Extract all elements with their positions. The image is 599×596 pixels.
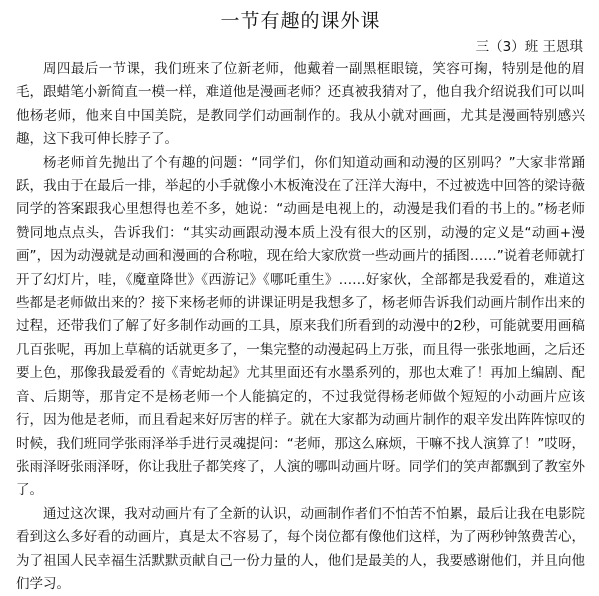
document-title: 一节有趣的课外课 [220, 10, 381, 32]
author-line: 三（3）班 王恩琪 [475, 39, 583, 55]
paragraph-1: 周四最后一节课，我们班来了位新老师，他戴着一副黑框眼镜，笑容可掬，特别是他的眉毛，跟蜡笔小新简直一模一样，难道他是漫画老师？还真被我猜对了，他自我介绍说我们可以叫他杨老师，他来自中国美院，是教同学们动画制作的。我从小就对画画，尤其是漫画特别感兴趣，这下我可伸长脖子了。 [16, 61, 585, 148]
paragraph-3: 通过这次课，我对动画片有了全新的认识，动画制作者们不怕苦不怕累，最后让我在电影院看到这么多好看的动画片，真是太不容易了，每个岗位都有像他们这样，为了两秒钟煞费苦心，为了祖国人民幸福生活默默贡献自己一份力量的人，他们是最美的人，我要感谢他们，并且向他们学习。 [16, 505, 585, 592]
paragraph-2: 杨老师首先抛出了个有趣的问题：“同学们，你们知道动画和动漫的区别吗？”大家非常踊跃，我由于在最后一排，举起的小手就像小木板淹没在了汪洋大海中，不过被选中回答的梁诗薇同学的答案跟我心里想得也差不多，她说：“动画是电视上的，动漫是我们看的书上的。”杨老师赞同地点点头，告诉我们：“其实动画跟动漫本质上没有很大的区别，动漫的定义是“动画+漫画”，因为动漫就是动画和漫画的合称啦，现在给大家欣赏一些动画片的插图……”说着老师就打开了幻灯片，哇，《魔童降世》《西游记》《哪吒重生》……好家伙，全部都是我爱看的，难道这些都是老师做出来的？接下来杨老师的讲课证明是我想多了，杨老师告诉我们动画片制作出来的过程，还带我们了解了好多制作动画的工具，原来我们所看到的动漫中的2秒，可能就要用画稿几百张呢，再加上草稿的话就更多了，一集完整的动漫起码上万张，而且得一张张地画，之后还要上色，那像我最爱看的《青蛇劫起》尤其里面还有水墨系列的，那也太难了！再加上编剧、配音、后期等，那肯定不是杨老师一个人能搞定的，不过我觉得杨老师做个短短的小动画片应该行，因为他是老师，而且看起来好厉害的样子。就在大家都为动画片制作的艰辛发出阵阵惊叹的时候，我们班同学张雨泽举手进行灵魂提问：“老师，那这么麻烦，干嘛不找人演算了！”哎呀，张雨泽呀张雨泽呀，你让我肚子都笑疼了，人演的哪叫动画片呀。同学们的笑声都飘到了教室外了。 [16, 154, 585, 499]
document-body [16, 58, 585, 596]
